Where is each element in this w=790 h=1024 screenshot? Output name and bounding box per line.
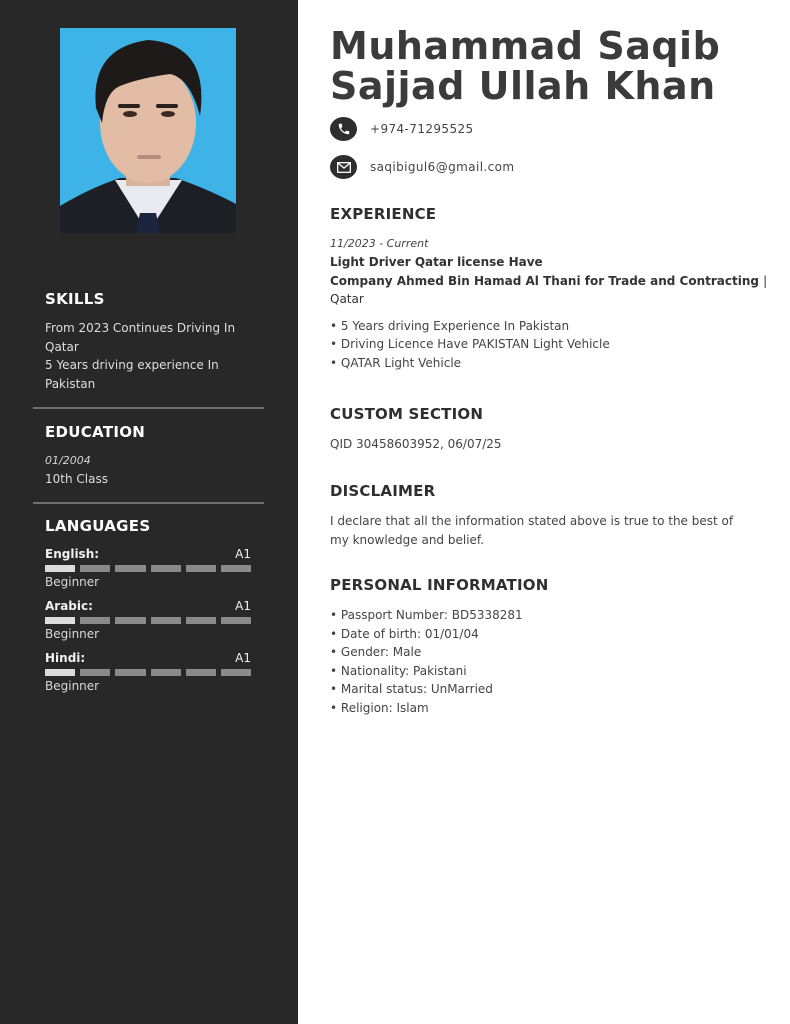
proficiency-segment-empty [221, 617, 251, 624]
name-line-2: Sajjad Ullah Khan [330, 64, 716, 108]
experience-title: EXPERIENCE [330, 205, 437, 223]
experience-bullets [330, 317, 770, 373]
language-level: A1 [235, 651, 251, 665]
proficiency-segment-empty [115, 617, 145, 624]
language-name: Hindi: [45, 651, 86, 665]
list-item: • Gender: Male [330, 643, 770, 662]
envelope-icon [330, 155, 357, 179]
proficiency-segment-empty [151, 669, 181, 676]
contact-phone[interactable] [330, 117, 474, 141]
phone-number: +974-71295525 [370, 122, 474, 136]
list-item: • Passport Number: BD5338281 [330, 606, 770, 625]
contact-email[interactable] [330, 155, 514, 179]
list-item: • Date of birth: 01/01/04 [330, 625, 770, 644]
job-title: Light Driver Qatar license Have [330, 255, 543, 269]
custom-section-title: CUSTOM SECTION [330, 405, 484, 423]
proficiency-bar [45, 617, 251, 624]
languages-title: LANGUAGES [45, 517, 151, 535]
section-divider [33, 502, 264, 504]
language-name: Arabic: [45, 599, 93, 613]
email-address: saqibigul6@gmail.com [370, 160, 515, 174]
proficiency-segment-empty [221, 669, 251, 676]
languages-section [45, 517, 251, 702]
proficiency-segment-empty [221, 565, 251, 572]
language-name: English: [45, 547, 100, 561]
full-name [330, 26, 720, 106]
disclaimer-title: DISCLAIMER [330, 482, 436, 500]
proficiency-bar [45, 669, 251, 676]
proficiency-segment-empty [186, 669, 216, 676]
portrait-image [60, 28, 236, 233]
language-description: Beginner [45, 627, 100, 641]
language-item [45, 598, 251, 642]
language-item [45, 650, 251, 694]
skill-item: 5 Years driving experience In Pakistan [45, 358, 219, 391]
education-section [45, 423, 255, 489]
name-line-1: Muhammad Saqib [330, 24, 721, 68]
proficiency-segment-empty [151, 617, 181, 624]
section-divider [33, 407, 264, 409]
proficiency-segment-empty [80, 565, 110, 572]
language-level: A1 [235, 547, 251, 561]
sidebar [0, 0, 298, 1024]
list-item: • Nationality: Pakistani [330, 662, 770, 681]
proficiency-segment-filled [45, 617, 75, 624]
list-item: • Religion: Islam [330, 699, 770, 718]
language-description: Beginner [45, 679, 100, 693]
personal-info-title: PERSONAL INFORMATION [330, 576, 549, 594]
skill-item: From 2023 Continues Driving In Qatar [45, 321, 236, 354]
job-company [330, 272, 770, 309]
proficiency-segment-empty [151, 565, 181, 572]
skills-section [45, 290, 255, 393]
personal-info-section [330, 576, 770, 717]
proficiency-segment-empty [80, 669, 110, 676]
education-title: EDUCATION [45, 423, 146, 441]
phone-icon [330, 117, 357, 141]
disclaimer-section [330, 482, 770, 549]
list-item: • 5 Years driving Experience In Pakistan [330, 317, 770, 336]
proficiency-segment-empty [115, 565, 145, 572]
disclaimer-text: I declare that all the information stated above is true to the best of my knowledge and belief. [330, 514, 734, 547]
language-description: Beginner [45, 575, 100, 589]
list-item: • Driving Licence Have PAKISTAN Light Vehicle [330, 335, 770, 354]
experience-date: 11/2023 - Current [330, 237, 429, 250]
language-level: A1 [235, 599, 251, 613]
list-item: • QATAR Light Vehicle [330, 354, 770, 373]
experience-section [330, 205, 770, 372]
custom-section-text: QID 30458603952, 06/07/25 [330, 437, 502, 451]
proficiency-segment-filled [45, 565, 75, 572]
proficiency-segment-filled [45, 669, 75, 676]
education-degree: 10th Class [45, 472, 108, 486]
job-location: | Qatar [330, 273, 768, 306]
company-name: Company Ahmed Bin Hamad Al Thani for Trade and Contracting [330, 273, 759, 288]
personal-info-list [330, 606, 770, 717]
proficiency-segment-empty [115, 669, 145, 676]
education-date: 01/2004 [45, 454, 91, 467]
proficiency-segment-empty [186, 565, 216, 572]
proficiency-segment-empty [80, 617, 110, 624]
language-item [45, 546, 251, 590]
proficiency-bar [45, 565, 251, 572]
proficiency-segment-empty [186, 617, 216, 624]
custom-section [330, 405, 770, 454]
skills-title: SKILLS [45, 290, 105, 308]
list-item: • Marital status: UnMarried [330, 680, 770, 699]
profile-photo [60, 28, 236, 233]
